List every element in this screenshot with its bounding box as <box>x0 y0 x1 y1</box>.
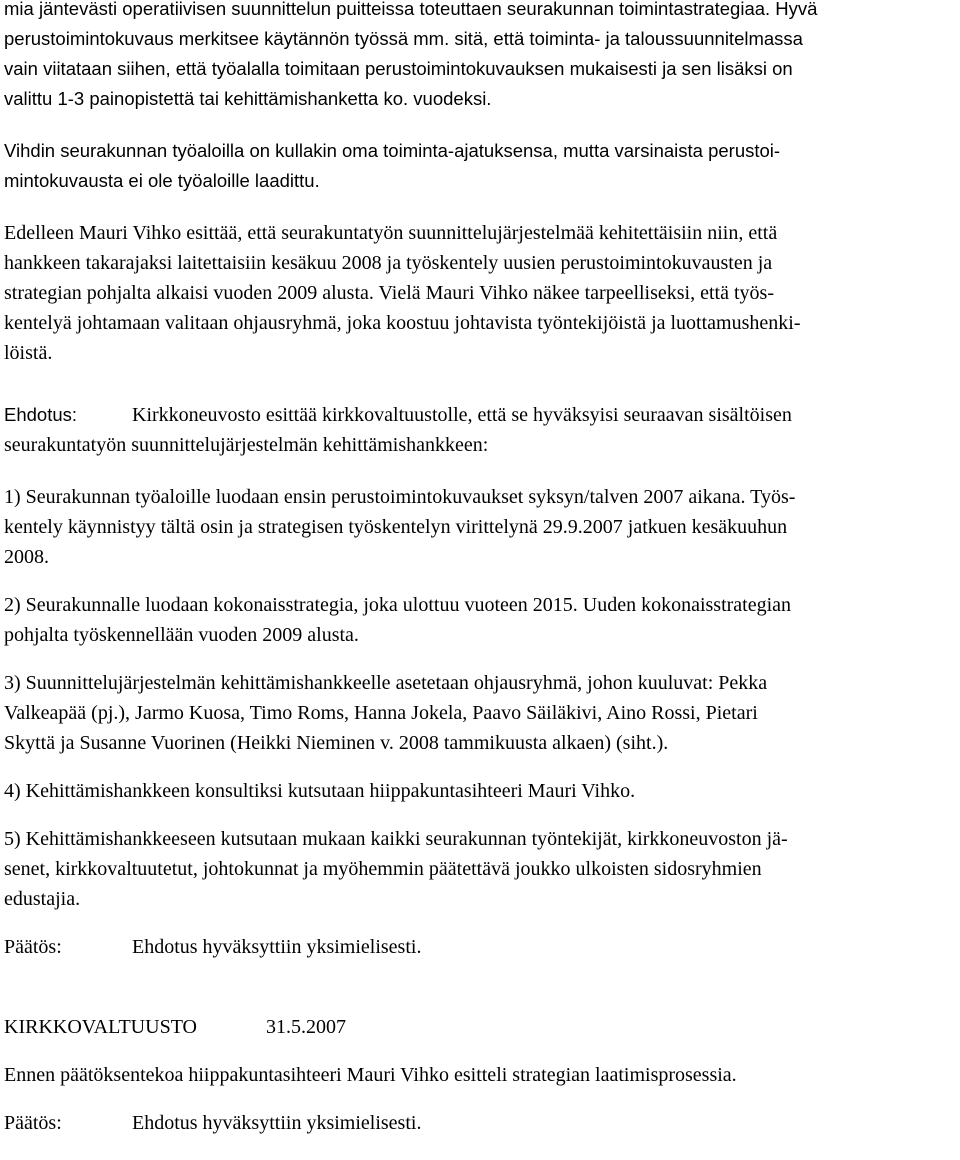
text-line: 4) Kehittämishankkeen konsultiksi kutsutaan hiippakuntasihteeri Mauri Vihko. <box>4 780 636 802</box>
text-line: 5) Kehittämishankkeeseen kutsutaan mukaan kaikki seurakunnan työntekijät, kirkkoneuvoston jä- <box>4 828 788 850</box>
decision-text: Ehdotus hyväksyttiin yksimielisesti. <box>132 936 422 958</box>
proposal-item-5 <box>4 824 956 914</box>
decision-board <box>4 932 956 962</box>
paragraph-work-areas <box>4 136 956 196</box>
text-line: perustoimintokuvaus merkitsee käytännön työssä mm. sitä, että toiminta- ja taloussuunnitelmassa <box>4 28 803 49</box>
proposal-text: Kirkkoneuvosto esittää kirkkovaltuustolle, että se hyväksyisi seuraavan sisältöisen <box>132 404 792 426</box>
paragraph-development-proposal <box>4 218 956 368</box>
text-line: Ennen päätöksentekoa hiippakuntasihteeri Mauri Vihko esitteli strategian laatimisprosessia. <box>4 1064 737 1086</box>
document-page <box>4 0 956 1138</box>
decision-text: Ehdotus hyväksyttiin yksimielisesti. <box>132 1112 422 1134</box>
text-line: 2008. <box>4 546 49 568</box>
decision-label: Päätös: <box>4 936 62 958</box>
proposal-item-4 <box>4 776 956 806</box>
text-line: vain viitataan siihen, että työalalla toimitaan perustoimintokuvauksen mukaisesti ja sen lisäksi on <box>4 58 793 79</box>
decision-council <box>4 1108 956 1138</box>
text-line: kentelyä johtamaan valitaan ohjausryhmä, joka koostuu johtavista työntekijöistä ja luottamushenki- <box>4 312 801 334</box>
text-line: strategian pohjalta alkaisi vuoden 2009 alusta. Vielä Mauri Vihko näkee tarpeelliseksi, että työs- <box>4 282 774 304</box>
paragraph-operative-planning <box>4 0 956 114</box>
text-line: Valkeapää (pj.), Jarmo Kuosa, Timo Roms, Hanna Jokela, Paavo Säiläkivi, Aino Rossi, Pietari <box>4 702 758 724</box>
council-name: KIRKKOVALTUUSTO <box>4 1016 197 1038</box>
text-line: edustajia. <box>4 888 81 910</box>
proposal-section <box>4 400 956 460</box>
council-date: 31.5.2007 <box>266 1016 346 1038</box>
text-line: 2) Seurakunnalle luodaan kokonaisstrategia, joka ulottuu vuoteen 2015. Uuden kokonaisstrategian <box>4 594 792 616</box>
council-intro <box>4 1060 956 1090</box>
council-heading <box>4 1012 956 1042</box>
text-line: mintokuvausta ei ole työaloille laadittu. <box>4 170 320 191</box>
text-line: 3) Suunnittelujärjestelmän kehittämishankkeelle asetetaan ohjausryhmä, johon kuuluvat: Pekka <box>4 672 768 694</box>
text-line: Vihdin seurakunnan työaloilla on kullakin oma toiminta-ajatuksensa, mutta varsinaista perustoi- <box>4 140 781 161</box>
proposal-item-1 <box>4 482 956 572</box>
text-line: Skyttä ja Susanne Vuorinen (Heikki Nieminen v. 2008 tammikuusta alkaen) (siht.). <box>4 732 669 754</box>
proposal-label: Ehdotus: <box>4 404 78 425</box>
text-line: pohjalta työskennellään vuoden 2009 alusta. <box>4 624 359 646</box>
text-line: Edelleen Mauri Vihko esittää, että seurakuntatyön suunnittelujärjestelmää kehitettäisiin niin, että <box>4 222 778 244</box>
decision-label: Päätös: <box>4 1112 62 1134</box>
proposal-item-3 <box>4 668 956 758</box>
text-line: valittu 1-3 painopistettä tai kehittämishanketta ko. vuodeksi. <box>4 88 492 109</box>
text-line: löistä. <box>4 342 53 364</box>
text-line: kentely käynnistyy tältä osin ja strategisen työskentelyn virittelynä 29.9.2007 jatkuen kesäkuuhun <box>4 516 788 538</box>
proposal-text-continued: seurakuntatyön suunnittelujärjestelmän kehittämishankkeen: <box>4 434 489 456</box>
text-line: hankkeen takarajaksi laitettaisiin kesäkuu 2008 ja työskentely uusien perustoimintokuvausten ja <box>4 252 773 274</box>
text-line: mia jäntevästi operatiivisen suunnittelun puitteissa toteuttaen seurakunnan toimintastrategiaa. Hyvä <box>4 0 818 19</box>
proposal-item-2 <box>4 590 956 650</box>
text-line: senet, kirkkovaltuutetut, johtokunnat ja myöhemmin päätettävä joukko ulkoisten sidosryhmien <box>4 858 762 880</box>
text-line: 1) Seurakunnan työaloille luodaan ensin perustoimintokuvaukset syksyn/talven 2007 aikana. Työs- <box>4 486 796 508</box>
